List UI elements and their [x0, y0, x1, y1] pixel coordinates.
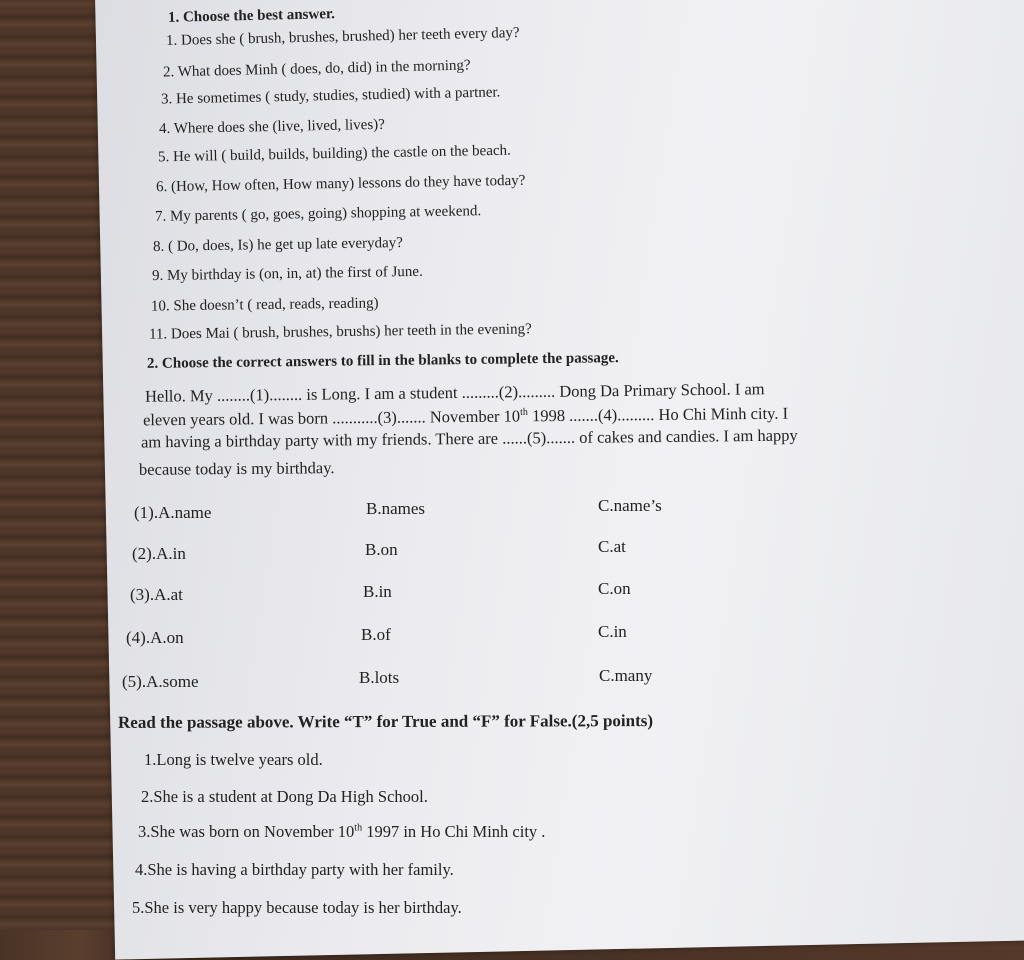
- option-3b: B.in: [363, 582, 392, 601]
- statement-4: 4.She is having a birthday party with her family.: [135, 860, 454, 879]
- passage-line-2: eleven years old. I was born ...........(3)....... November 10th 1998 .......(4)......... Ho Chi Minh city. I: [142, 403, 789, 430]
- option-1b: B.names: [366, 499, 426, 518]
- question-4: 4. Where does she (live, lived, lives)?: [158, 116, 386, 138]
- option-5b: B.lots: [359, 668, 400, 687]
- section2-title: 2. Choose the correct answers to fill in the blanks to complete the passage.: [146, 350, 619, 372]
- statement-5: 5.She is very happy because today is her birthday.: [132, 898, 462, 917]
- statement-1: 1.Long is twelve years old.: [144, 750, 323, 769]
- statement-3: 3.She was born on November 10th 1997 in Ho Chi Minh city .: [138, 822, 546, 841]
- option-4a: (4).A.on: [126, 628, 184, 647]
- passage-line-3: am having a birthday party with my friends. There are ......(5)....... of cakes and candies. I am happy: [140, 425, 798, 452]
- question-5: 5. He will ( build, builds, building) the castle on the beach.: [157, 142, 511, 166]
- question-1: 1. Does she ( brush, brushes, brushed) her teeth every day?: [165, 24, 520, 50]
- statement-2: 2.She is a student at Dong Da High School.: [141, 787, 428, 806]
- option-5a: (5).A.some: [122, 672, 199, 691]
- question-2: 2. What does Minh ( does, do, did) in the morning?: [162, 57, 471, 81]
- option-4b: B.of: [361, 625, 391, 644]
- question-7: 7. My parents ( go, goes, going) shopping at weekend.: [154, 203, 482, 225]
- option-2b: B.on: [365, 540, 398, 559]
- option-1c: C.name’s: [598, 496, 662, 515]
- section3-title: Read the passage above. Write “T” for True and “F” for False.(2,5 points): [117, 711, 654, 732]
- option-5c: C.many: [599, 666, 653, 685]
- question-9: 9. My birthday is (on, in, at) the first of June.: [151, 263, 423, 285]
- section1-title: 1. Choose the best answer.: [167, 6, 336, 26]
- option-1a: (1).A.name: [134, 503, 212, 522]
- question-8: 8. ( Do, does, Is) he get up late everyday?: [152, 235, 404, 255]
- option-3c: C.on: [598, 579, 631, 598]
- question-10: 10. She doesn’t ( read, reads, reading): [150, 295, 379, 315]
- question-6: 6. (How, How often, How many) lessons do they have today?: [155, 172, 526, 196]
- worksheet-content: [117, 0, 970, 930]
- question-3: 3. He sometimes ( study, studies, studied) with a partner.: [160, 84, 501, 108]
- option-2a: (2).A.in: [132, 544, 186, 563]
- passage-line-1: Hello. My ........(1)........ is Long. I am a student .........(2)......... Dong Da Primary School. I am: [144, 379, 765, 406]
- question-11: 11. Does Mai ( brush, brushes, brushs) her teeth in the evening?: [148, 321, 532, 343]
- option-3a: (3).A.at: [130, 585, 183, 604]
- option-2c: C.at: [598, 537, 626, 556]
- option-4c: C.in: [598, 622, 627, 641]
- passage-line-4: because today is my birthday.: [138, 458, 335, 479]
